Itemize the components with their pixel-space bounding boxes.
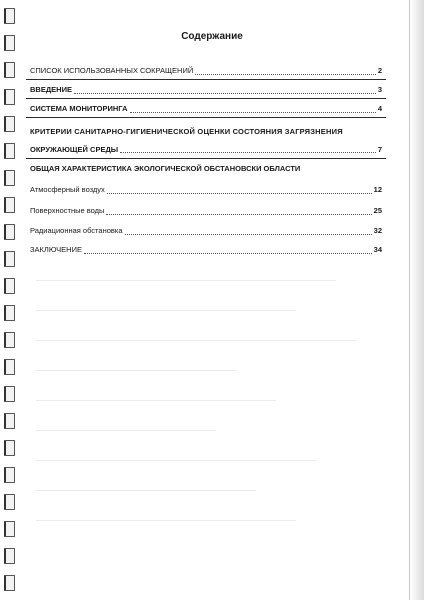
toc-entry-label: ВВЕДЕНИЕ [30,85,72,94]
toc-entry-radiation [30,226,382,236]
toc-entry-surface-water [30,206,382,216]
bleed-through-line [36,280,336,281]
dot-leader [130,112,376,113]
bleed-through-line [36,520,296,521]
toc-entry-introduction [30,85,382,95]
toc-entry-monitoring [30,104,382,114]
binding-ring [4,386,15,402]
dot-leader [84,253,372,254]
bleed-through-line [36,490,256,491]
toc-title: Содержание [181,31,243,42]
toc-entry-page: 2 [377,66,382,75]
toc-entry-page: 7 [377,145,382,154]
toc-entry-abbreviations [30,66,382,76]
toc-entry-page: 34 [373,245,382,254]
spiral-binding [0,0,20,600]
separator-line [26,117,386,118]
binding-ring [4,224,15,240]
toc-entry-label: ОКРУЖАЮЩЕЙ СРЕДЫ [30,145,119,154]
bleed-through-line [36,370,236,371]
bleed-through-line [36,400,276,401]
binding-ring [4,494,15,510]
bleed-through-line [36,310,296,311]
toc-entry-label: Радиационная обстановка [30,226,123,235]
toc-entry-page: 32 [373,226,382,235]
separator-line [26,158,386,159]
toc-entry-label: ОБЩАЯ ХАРАКТЕРИСТИКА ЭКОЛОГИЧЕСКОЙ ОБСТАНОВСКИ ОБЛАСТИ [30,164,301,173]
binding-ring [4,8,15,24]
binding-ring [4,197,15,213]
binding-ring [4,143,15,159]
binding-ring [4,332,15,348]
binding-ring [4,413,15,429]
binding-ring [4,440,15,456]
dot-leader [125,234,372,235]
dot-leader [195,74,376,75]
toc-entry-page: 12 [373,185,382,194]
toc-entry-label: Атмосферный воздух [30,185,105,194]
binding-ring [4,521,15,537]
toc-entry-criteria-line2 [30,145,382,154]
dot-leader [120,152,376,153]
binding-ring [4,467,15,483]
separator-line [26,79,386,80]
toc-entry-page: 4 [377,104,382,113]
binding-ring [4,251,15,267]
dot-leader [106,214,371,215]
toc-entry-page: 3 [377,85,382,94]
toc-entry-label: ЗАКЛЮЧЕНИЕ [30,245,82,254]
binding-ring [4,89,15,105]
toc-entry-label: СПИСОК ИСПОЛЬЗОВАННЫХ СОКРАЩЕНИЙ [30,66,194,75]
page-shadow [410,0,424,600]
toc-entry-label: Поверхностные воды [30,206,105,215]
binding-ring [4,62,15,78]
binding-ring [4,575,15,591]
binding-ring [4,359,15,375]
bleed-through-line [36,340,356,341]
binding-ring [4,305,15,321]
toc-entry-label: СИСТЕМА МОНИТОРИНГА [30,104,128,113]
toc-entry-page: 25 [373,206,382,215]
bleed-through-line [36,460,316,461]
toc-entry-atmosphere [30,185,382,195]
toc-entry-criteria-line1: КРИТЕРИИ САНИТАРНО-ГИГИЕНИЧЕСКОЙ ОЦЕНКИ СОСТОЯНИЯ ЗАГРЯЗНЕНИЯ [30,127,343,136]
binding-ring [4,278,15,294]
dot-leader [107,193,372,194]
separator-line [26,98,386,99]
binding-ring [4,116,15,132]
bleed-through-line [36,430,216,431]
binding-ring [4,170,15,186]
binding-ring [4,548,15,564]
toc-entry-conclusion [30,245,382,255]
dot-leader [74,93,376,94]
toc-entry-overview [30,164,382,174]
